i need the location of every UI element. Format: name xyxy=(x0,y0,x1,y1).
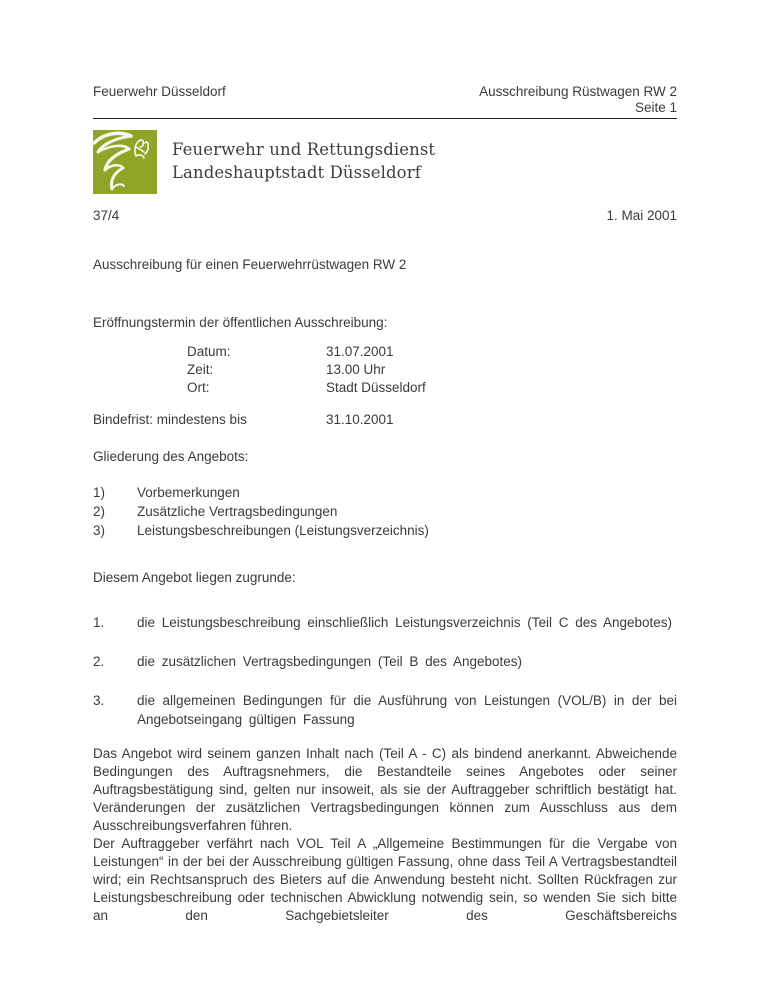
table-row xyxy=(93,379,677,397)
binding-deadline-row xyxy=(93,411,677,429)
header-right-block xyxy=(479,84,677,116)
item-text: die zusätzlichen Vertragsbedingungen (Teil B des Angebotes) xyxy=(137,654,522,669)
letterhead xyxy=(93,130,677,194)
body-paragraph: Der Auftraggeber verfährt nach VOL Teil A „Allgemeine Bestimmungen für die Vergabe von Leistungen“ in der bei der Ausschreibung gültigen Fassung, ohne dass Teil A Vertragsbestandteil wird; ein Rechtsanspruch des Bieters auf die Anwendung besteht nicht. Sollten Rückfragen zur Leistungsbeschreibung oder technischen Abwicklung notwendig sein, so wenden Sie sich bitte an den Sachgebietsleiter des Geschäftsbereichs xyxy=(93,836,677,923)
list-item xyxy=(93,502,677,521)
page-header xyxy=(93,84,677,119)
duesseldorf-feuerwehr-logo-icon xyxy=(93,130,157,194)
department-reference: 37/4 xyxy=(93,208,120,223)
list-item xyxy=(93,691,677,729)
item-number: 1. xyxy=(93,615,105,630)
list-item xyxy=(93,652,677,671)
item-text: Vorbemerkungen xyxy=(137,485,240,500)
item-number: 2) xyxy=(93,504,106,519)
item-text: die Leistungsbeschreibung einschließlich Leistungsverzeichnis (Teil C des Angebotes) xyxy=(137,615,673,630)
header-page-number: Seite 1 xyxy=(634,100,677,115)
header-org-name: Feuerwehr Düsseldorf xyxy=(93,84,226,99)
list-item xyxy=(93,483,677,502)
item-number: 3. xyxy=(93,693,105,708)
basis-heading: Diesem Angebot liegen zugrunde: xyxy=(93,570,296,585)
opening-heading: Eröffnungstermin der öffentlichen Ausschreibung: xyxy=(93,315,388,330)
row-value: 31.07.2001 xyxy=(326,344,394,359)
item-text: Leistungsbeschreibungen (Leistungsverzeichnis) xyxy=(137,523,429,538)
org-name-block xyxy=(172,138,435,194)
list-item xyxy=(93,613,677,632)
table-row xyxy=(93,343,677,361)
item-number: 1) xyxy=(93,485,106,500)
binding-label: Bindefrist: mindestens bis xyxy=(93,412,247,427)
org-name-line1: Feuerwehr und Rettungsdienst xyxy=(172,140,436,159)
row-label: Datum: xyxy=(187,344,231,359)
outline-heading: Gliederung des Angebots: xyxy=(93,449,249,464)
item-text: die allgemeinen Bedingungen für die Ausführung von Leistungen (VOL/B) in der bei Angebotseingang gültigen Fassung xyxy=(137,693,677,727)
body-paragraphs xyxy=(93,745,677,925)
row-value: 13.00 Uhr xyxy=(326,362,386,377)
row-label: Zeit: xyxy=(187,362,214,377)
row-label: Ort: xyxy=(187,380,210,395)
header-doc-title: Ausschreibung Rüstwagen RW 2 xyxy=(479,84,677,99)
opening-table xyxy=(93,343,677,397)
basis-list xyxy=(93,613,677,729)
binding-value: 31.10.2001 xyxy=(326,412,394,427)
outline-list xyxy=(93,483,677,540)
item-number: 2. xyxy=(93,654,105,669)
org-name-line2: Landeshauptstadt Düsseldorf xyxy=(172,163,421,182)
item-text: Zusätzliche Vertragsbedingungen xyxy=(137,504,338,519)
meta-row xyxy=(93,207,677,225)
list-item xyxy=(93,521,677,540)
table-row xyxy=(93,361,677,379)
subject-line: Ausschreibung für einen Feuerwehrrüstwagen RW 2 xyxy=(93,257,407,272)
row-value: Stadt Düsseldorf xyxy=(326,380,426,395)
document-date: 1. Mai 2001 xyxy=(606,208,677,223)
body-paragraph: Das Angebot wird seinem ganzen Inhalt nach (Teil A - C) als bindend anerkannt. Abweichende Bedingungen des Auftragsnehmers, die Bestandteile seines Angebotes oder seiner Auftragsbestätigung sind, gelten nur insoweit, als sie der Auftraggeber schriftlich bestätigt hat. Veränderungen der zusätzlichen Vertragsbedingungen können zum Ausschluss aus dem Ausschreibungsverfahren führen. xyxy=(93,746,677,833)
item-number: 3) xyxy=(93,523,106,538)
